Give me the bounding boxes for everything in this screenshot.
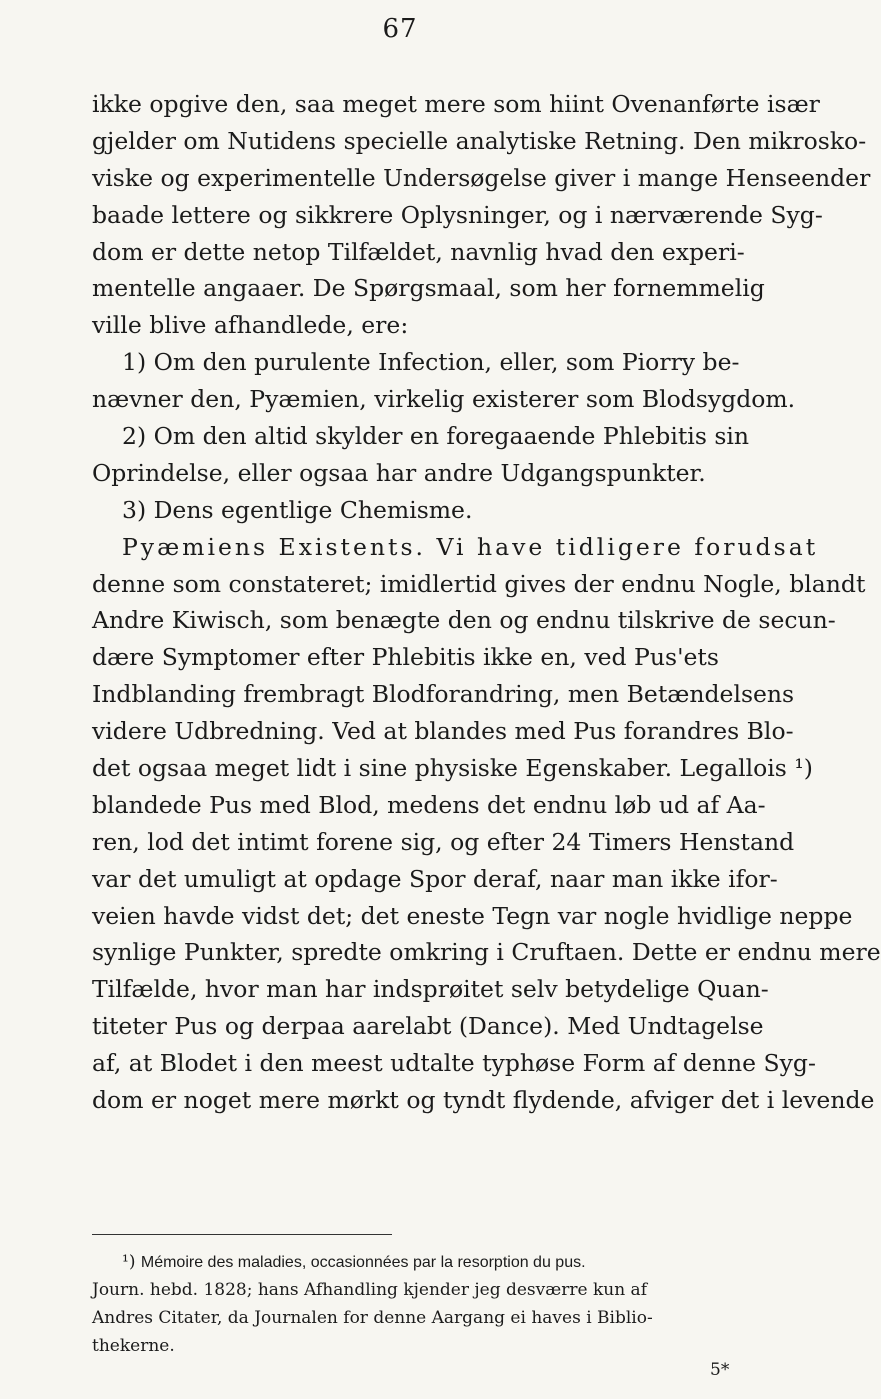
text-line: dære Symptomer efter Phlebitis ikke en, ved Pus'ets xyxy=(92,643,719,672)
text-line: nævner den, Pyæmien, virkelig existerer som Blodsygdom. xyxy=(92,385,796,414)
text-line: dom er noget mere mørkt og tyndt flydende, afviger det i levende xyxy=(92,1086,875,1115)
section-heading: Pyæmiens Existents. Vi have tidligere forudsat xyxy=(122,532,819,561)
numbered-point: 2) Om den altid skylder en foregaaende Phlebitis sin xyxy=(122,422,750,451)
text-line: Indblanding frembragt Blodforandring, men Betændelsens xyxy=(92,680,795,709)
text-line: Andre Kiwisch, som benægte den og endnu tilskrive de secun- xyxy=(92,606,836,635)
text-line: mentelle angaaer. De Spørgsmaal, som her fornemmelig xyxy=(92,274,765,303)
text-line: det ogsaa meget lidt i sine physiske Egenskaber. Legallois ¹) xyxy=(92,754,813,783)
text-line: viske og experimentelle Undersøgelse giver i mange Henseender xyxy=(92,163,871,192)
body-text xyxy=(92,86,881,1119)
text-line: veien havde vidst det; det eneste Tegn var nogle hvidlige neppe xyxy=(92,901,853,930)
text-line: baade lettere og sikkrere Oplysninger, og i nærværende Syg- xyxy=(92,200,823,229)
text-line: ren, lod det intimt forene sig, og efter 24 Timers Henstand xyxy=(92,827,795,856)
footnote-first-line xyxy=(92,1248,752,1276)
text-line: var det umuligt at opdage Spor deraf, naar man ikke ifor- xyxy=(92,864,778,893)
text-line: ville blive afhandlede, ere: xyxy=(92,311,409,340)
footnote-marker: ¹) xyxy=(122,1252,136,1272)
numbered-point: 1) Om den purulente Infection, eller, som Piorry be- xyxy=(122,348,740,377)
numbered-point: 3) Dens egentlige Chemisme. xyxy=(122,495,473,524)
text-line: dom er dette netop Tilfældet, navnlig hvad den experi- xyxy=(92,237,745,266)
text-line: titeter Pus og derpaa aarelabt (Dance). Med Undtagelse xyxy=(92,1012,764,1041)
page-number: 67 xyxy=(382,14,418,44)
signature-mark: 5* xyxy=(710,1360,730,1380)
text-line: Oprindelse, eller ogsaa har andre Udgangspunkter. xyxy=(92,458,706,487)
footnote-line: thekerne. xyxy=(92,1336,175,1356)
text-line: blandede Pus med Blod, medens det endnu løb ud af Aa- xyxy=(92,790,766,819)
footnote-divider xyxy=(92,1234,392,1235)
text-line: af, at Blodet i den meest udtalte typhøse Form af denne Syg- xyxy=(92,1049,816,1078)
footnote-line: Journ. hebd. 1828; hans Afhandling kjender jeg desværre kun af xyxy=(92,1280,647,1300)
text-line: videre Udbredning. Ved at blandes med Pus forandres Blo- xyxy=(92,717,794,746)
text-line: ikke opgive den, saa meget mere som hiint Ovenanførte især xyxy=(92,90,820,118)
text-line: gjelder om Nutidens specielle analytiske Retning. Den mikrosko- xyxy=(92,126,867,155)
text-line: denne som constateret; imidlertid gives der endnu Nogle, blandt xyxy=(92,569,866,598)
footnote-line: Andres Citater, da Journalen for denne Aargang ei haves i Biblio- xyxy=(92,1308,653,1328)
footnote xyxy=(92,1248,752,1360)
footnote-citation: Mémoire des maladies, occasionnées par la resorption du pus. xyxy=(140,1254,586,1271)
text-line: Tilfælde, hvor man har indsprøitet selv betydelige Quan- xyxy=(92,975,769,1004)
text-line: synlige Punkter, spredte omkring i Cruftaen. Dette er endnu mere xyxy=(92,938,881,967)
